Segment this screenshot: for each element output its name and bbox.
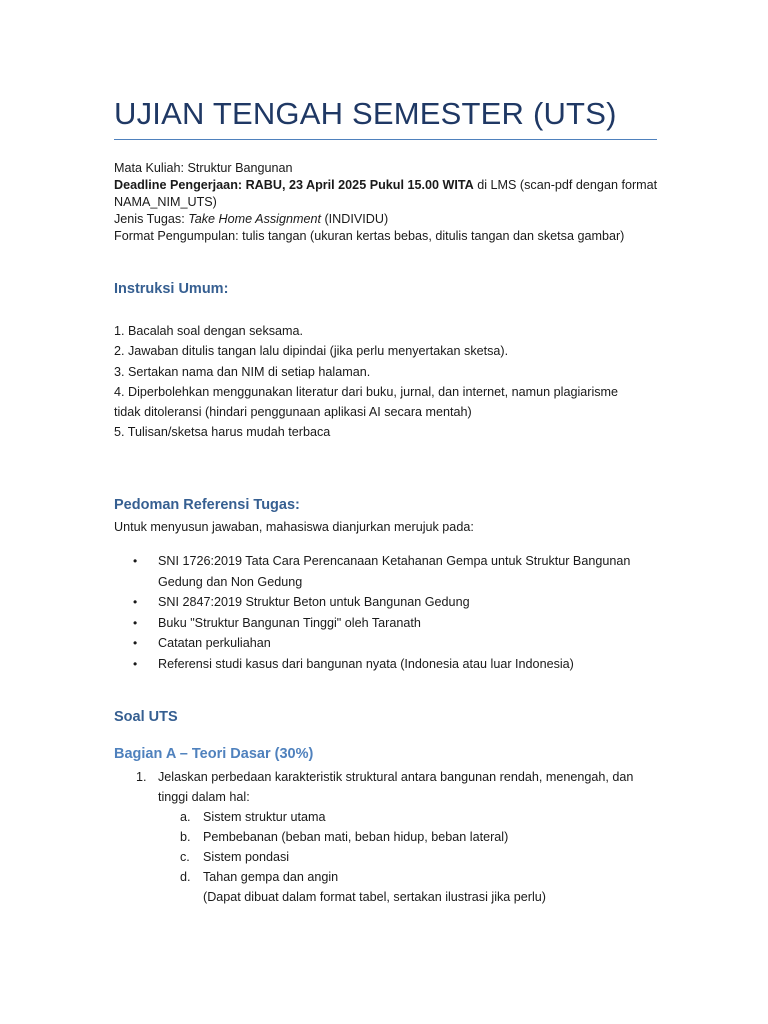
list-item xyxy=(114,613,659,634)
sub-item-text: Pembebanan (beban mati, beban hidup, beban lateral) xyxy=(203,830,509,844)
pedoman-intro: Untuk menyusun jawaban, mahasiswa dianjurkan merujuk pada: xyxy=(114,520,474,534)
list-item-continuation xyxy=(114,572,659,593)
bullet-icon: • xyxy=(133,554,138,568)
list-item xyxy=(114,551,659,572)
heading-instruksi: Instruksi Umum: xyxy=(114,281,229,297)
bullet-icon: • xyxy=(133,615,138,630)
deadline-line xyxy=(114,177,659,194)
list-item-text: Catatan perkuliahan xyxy=(158,636,271,650)
question-number: 1. xyxy=(136,770,147,784)
question-note: (Dapat dibuat dalam format tabel, sertakan ilustrasi jika perlu) xyxy=(203,890,546,904)
submission-format: Format Pengumpulan: tulis tangan (ukuran kertas bebas, ditulis tangan dan sketsa gambar) xyxy=(114,229,625,243)
instruction-line: tidak ditoleransi (hindari penggunaan aplikasi AI secara mentah) xyxy=(114,405,472,420)
bullet-icon: • xyxy=(133,656,138,671)
deadline-rest: di LMS (scan-pdf dengan format xyxy=(473,178,658,192)
list-item xyxy=(114,654,659,675)
heading-pedoman: Pedoman Referensi Tugas: xyxy=(114,497,300,513)
deadline-line-2: NAMA_NIM_UTS) xyxy=(114,195,217,209)
sub-item-letter: c. xyxy=(180,850,190,864)
bullet-icon: • xyxy=(133,636,138,650)
sub-item xyxy=(114,847,659,867)
question-text-2: tinggi dalam hal: xyxy=(158,790,250,804)
instruction-line: 1. Bacalah soal dengan seksama. xyxy=(114,324,304,338)
sub-item-letter: b. xyxy=(180,830,191,844)
assignment-type-suffix: (INDIVIDU) xyxy=(320,212,389,226)
reference-list xyxy=(114,551,659,674)
instruction-line: 5. Tulisan/sketsa harus mudah terbaca xyxy=(114,425,331,440)
heading-bagian-a: Bagian A – Teori Dasar (30%) xyxy=(114,746,314,762)
bullet-icon: • xyxy=(133,595,138,609)
list-item-text: SNI 2847:2019 Struktur Beton untuk Bangunan Gedung xyxy=(158,595,470,609)
heading-soal: Soal UTS xyxy=(114,709,178,725)
deadline-bold: Deadline Pengerjaan: RABU, 23 April 2025 Pukul 15.00 WITA xyxy=(114,178,474,192)
sub-item-text: Sistem pondasi xyxy=(203,850,290,864)
sub-item-text: Tahan gempa dan angin xyxy=(203,870,339,884)
title-divider xyxy=(114,139,657,140)
sub-item-letter: a. xyxy=(180,810,191,824)
assignment-type-italic: Take Home Assignment xyxy=(188,212,321,226)
assignment-type-prefix: Jenis Tugas: xyxy=(114,212,189,226)
sub-item-text: Sistem struktur utama xyxy=(203,810,326,824)
sub-item xyxy=(114,827,659,847)
question-1 xyxy=(114,767,659,907)
instruction-line: 2. Jawaban ditulis tangan lalu dipindai (jika perlu menyertakan sketsa). xyxy=(114,344,509,359)
sub-item xyxy=(114,867,659,887)
list-item-text: SNI 1726:2019 Tata Cara Perencanaan Ketahanan Gempa untuk Struktur Bangunan xyxy=(158,554,631,568)
list-item-text: Gedung dan Non Gedung xyxy=(158,574,303,589)
instruction-line: 4. Diperbolehkan menggunakan literatur dari buku, jurnal, dan internet, namun plagiarisme xyxy=(114,384,619,399)
list-item-text: Buku "Struktur Bangunan Tinggi" oleh Taranath xyxy=(158,615,421,630)
list-item-text: Referensi studi kasus dari bangunan nyata (Indonesia atau luar Indonesia) xyxy=(158,656,574,671)
question-line xyxy=(114,767,659,787)
instruction-list xyxy=(114,321,618,443)
sub-item xyxy=(114,807,659,827)
course-meta xyxy=(114,160,659,245)
assignment-type xyxy=(114,211,659,228)
list-item xyxy=(114,592,659,613)
list-item xyxy=(114,633,659,654)
question-text: Jelaskan perbedaan karakteristik struktural antara bangunan rendah, menengah, dan xyxy=(158,770,634,784)
instruction-line: 3. Sertakan nama dan NIM di setiap halaman. xyxy=(114,364,371,379)
sub-item-letter: d. xyxy=(180,870,191,884)
course-name: Mata Kuliah: Struktur Bangunan xyxy=(114,161,293,175)
page-title: UJIAN TENGAH SEMESTER (UTS) xyxy=(114,96,617,131)
